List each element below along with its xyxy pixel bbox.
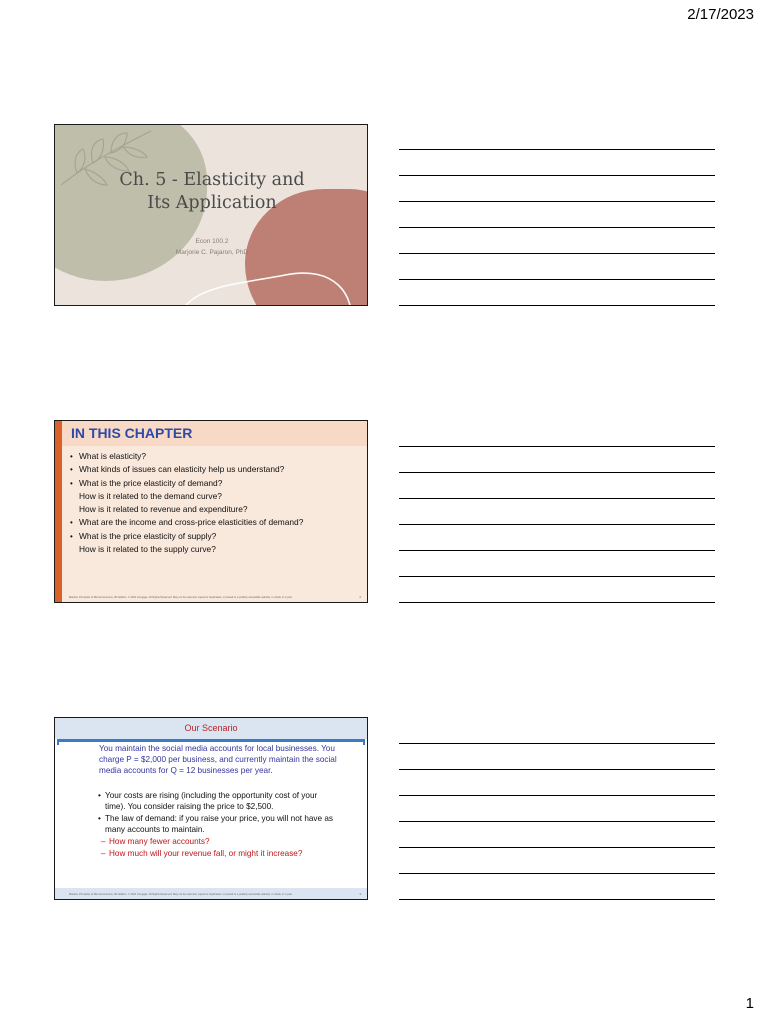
note-line (399, 743, 715, 744)
note-line (399, 847, 715, 848)
note-line (399, 602, 715, 603)
list-item: • Your costs are rising (including the opportunity cost of your time). You consider raising the price to $2,500. (97, 790, 337, 812)
note-line (399, 899, 715, 900)
slide-1-title (95, 169, 329, 215)
chapter-topics-list (69, 450, 365, 556)
rule-cap-left (57, 739, 59, 745)
note-line (399, 175, 715, 176)
scenario-points-list (97, 790, 337, 860)
note-line (399, 305, 715, 306)
note-line (399, 769, 715, 770)
note-line (399, 227, 715, 228)
decorative-curve-line (155, 215, 368, 306)
slide-2-heading: IN THIS CHAPTER (71, 425, 193, 441)
page-date: 2/17/2023 (687, 6, 754, 23)
list-item: • What kinds of issues can elasticity help us understand? (69, 463, 365, 476)
note-line (399, 149, 715, 150)
slide-3-heading: Our Scenario (184, 723, 238, 733)
slide-1-subtitle (95, 236, 329, 258)
note-line (399, 446, 715, 447)
slide-2-thumbnail (54, 420, 368, 603)
title-line-2: Its Application (147, 193, 277, 213)
slide-number: 3 (359, 892, 361, 896)
slide-3-thumbnail (54, 717, 368, 900)
course-code: Econ 100.2 (195, 238, 229, 245)
note-line (399, 472, 715, 473)
accent-bar (55, 421, 62, 602)
note-line (399, 253, 715, 254)
rule-cap-right (363, 739, 365, 745)
note-line (399, 576, 715, 577)
note-line (399, 279, 715, 280)
copyright-footer: Mankiw, Principles of Microeconomics, 9th Edition. © 2021 Cengage. All Rights Reserved. May not be scanned, copied or duplicated, or posted to a publicly accessible website, in whole or in part. (69, 893, 339, 896)
heading-rule (57, 739, 365, 742)
slide-1-thumbnail (54, 124, 368, 306)
note-line (399, 524, 715, 525)
note-line (399, 873, 715, 874)
note-line (399, 821, 715, 822)
author-name: Marjorie C. Pajaron, PhD (175, 249, 249, 256)
list-item: • The law of demand: if you raise your price, you will not have as many accounts to maintain. (97, 813, 337, 835)
note-line (399, 795, 715, 796)
title-line-1: Ch. 5 - Elasticity and (119, 170, 305, 190)
slide-number: 2 (359, 595, 361, 599)
list-item: • What is the price elasticity of demand? How is it related to the demand curve? How is it related to revenue and expenditure? (69, 477, 365, 517)
note-line (399, 201, 715, 202)
page-number: 1 (745, 995, 754, 1012)
list-item: • What is elasticity? (69, 450, 365, 463)
list-item: • What are the income and cross-price elasticities of demand? (69, 516, 365, 529)
note-line (399, 550, 715, 551)
copyright-footer: Mankiw, Principles of Microeconomics, 9th Edition. © 2021 Cengage. All Rights Reserved. May not be scanned, copied or duplicated, or posted to a publicly accessible website, in whole or in part. (69, 596, 293, 599)
note-line (399, 498, 715, 499)
list-item: • What is the price elasticity of supply? How is it related to the supply curve? (69, 530, 365, 557)
list-subitem: – How much will your revenue fall, or might it increase? (97, 848, 337, 859)
list-subitem: – How many fewer accounts? (97, 836, 337, 847)
scenario-intro: You maintain the social media accounts for local businesses. You charge P = $2,000 per business, and currently maintain the social media accounts for Q = 12 businesses per year. (99, 744, 337, 775)
